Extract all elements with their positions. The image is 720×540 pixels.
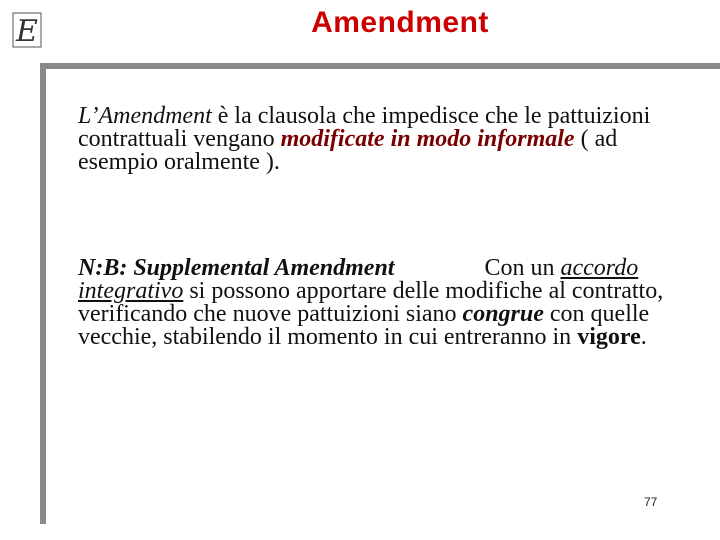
page-number: 77 <box>644 495 658 509</box>
note-prefix: N:B: Supplemental Amendment <box>78 255 395 281</box>
term-amendment: L’Amendment <box>78 103 212 129</box>
vertical-divider <box>40 69 46 524</box>
para2-text3: con quelle vecchie, stabilendo il momento in cui entreranno in <box>78 301 650 350</box>
para1-text2: ( ad esempio oralmente ). <box>78 126 618 175</box>
para2-text2: si possono apportare delle modifiche al contratto, verificando che nuove pattuizioni siano <box>78 278 664 327</box>
emphasis-informal: modificate in modo informale <box>280 126 575 152</box>
emphasis-congrue: congrue <box>462 301 544 327</box>
para2-end: . <box>640 324 647 350</box>
slide-title: Amendment <box>311 6 489 39</box>
paragraph-definition <box>78 105 698 174</box>
emphasis-vigore: vigore <box>577 324 641 350</box>
horizontal-divider <box>40 63 720 69</box>
para1-text1: è la clausola che impedisce che le pattuizioni contrattuali vengano <box>78 103 651 152</box>
svg-text:E: E <box>16 14 38 48</box>
paragraph-supplemental <box>78 257 698 349</box>
underlined-accordo: accordo integrativo <box>78 255 639 304</box>
para2-text1: Con un <box>484 255 561 281</box>
